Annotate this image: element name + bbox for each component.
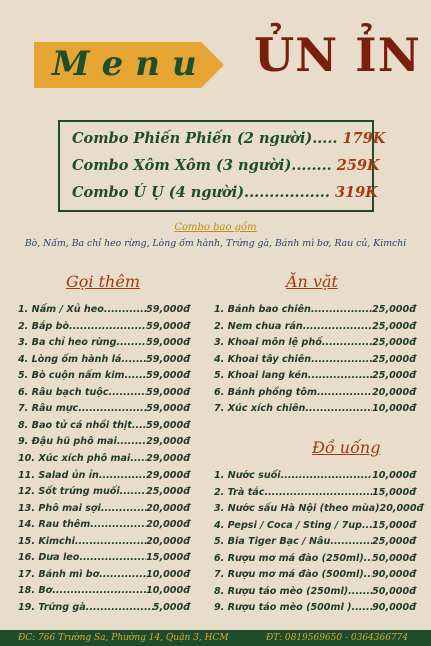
menu-item bbox=[18, 552, 190, 563]
menu-item-leader bbox=[364, 553, 372, 564]
menu-item-price: 5,000đ bbox=[152, 601, 190, 613]
menu-item-price: 20,000đ bbox=[146, 535, 190, 547]
menu-item-price: 25,000đ bbox=[372, 353, 416, 365]
menu-item-price: 50,000đ bbox=[372, 552, 416, 564]
menu-item-price: 25,000đ bbox=[372, 370, 416, 382]
menu-item bbox=[214, 387, 416, 398]
menu-item-price: 25,000đ bbox=[372, 304, 416, 315]
section-title-do-uong: Đồ uống bbox=[312, 438, 381, 457]
menu-item-price: 10,000đ bbox=[146, 568, 190, 580]
combo-item bbox=[72, 184, 378, 201]
menu-item-price: 59,000đ bbox=[146, 353, 190, 365]
menu-item-price: 10,000đ bbox=[146, 585, 190, 597]
menu-item-price: 59,000đ bbox=[146, 304, 190, 315]
menu-item-name: 5. Bia Tiger Bạc / Nâu bbox=[214, 536, 331, 548]
menu-item-leader bbox=[303, 321, 372, 332]
combo-includes-title: Combo bao gồm bbox=[174, 222, 257, 233]
menu-item-leader bbox=[79, 552, 146, 563]
menu-item bbox=[18, 569, 190, 580]
menu-item-leader bbox=[69, 321, 146, 332]
menu-item-leader bbox=[132, 420, 146, 431]
menu-item-price: 25,000đ bbox=[372, 337, 416, 349]
combo-price: 259K bbox=[336, 157, 380, 174]
menu-item-name: 11. Salad ủn ỉn bbox=[18, 469, 99, 481]
menu-item-price: 15,000đ bbox=[146, 552, 190, 564]
menu-item-leader bbox=[116, 337, 146, 348]
menu-item-leader bbox=[311, 354, 372, 365]
menu-item-leader bbox=[78, 403, 146, 414]
menu-item-price: 29,000đ bbox=[146, 436, 190, 448]
menu-item-leader bbox=[99, 470, 146, 481]
menu-item-name: 7. Rượu mơ má đào (500ml) bbox=[214, 569, 364, 581]
menu-item bbox=[18, 387, 190, 398]
menu-item-name: 8. Rượu táo mèo (250ml) bbox=[214, 585, 349, 597]
menu-item-price: 15,000đ bbox=[372, 519, 416, 531]
menu-item-leader bbox=[52, 585, 146, 596]
menu-item-price: 25,000đ bbox=[372, 320, 416, 332]
menu-label: Menu bbox=[52, 44, 209, 84]
menu-item-leader bbox=[308, 370, 372, 381]
menu-item-name: 16. Dưa leo bbox=[18, 552, 80, 564]
menu-item bbox=[214, 586, 416, 597]
menu-item-name: 15. Kimchi bbox=[18, 535, 75, 547]
menu-item bbox=[214, 337, 416, 348]
footer-address: ĐC: 766 Trường Sa, Phường 14, Quận 3, HCM bbox=[18, 633, 229, 643]
menu-item bbox=[214, 470, 416, 481]
menu-item-leader bbox=[317, 387, 372, 398]
combo-price: 179K bbox=[342, 130, 386, 147]
menu-item-name: 3. Nước sấu Hà Nội (theo mùa) bbox=[214, 503, 380, 515]
menu-item-leader bbox=[348, 586, 372, 597]
combo-name: Combo Ú Ụ (4 người)................. bbox=[72, 184, 330, 201]
menu-item-name: 3. Khoai môn lệ phố bbox=[214, 337, 322, 349]
menu-item-price: 10,000đ bbox=[372, 470, 416, 481]
menu-item-leader bbox=[311, 304, 372, 315]
menu-item-price: 20,000đ bbox=[146, 502, 190, 514]
menu-item-leader bbox=[364, 569, 372, 580]
menu-item-name: 4. Khoai tây chiên bbox=[214, 353, 312, 365]
menu-item bbox=[214, 354, 416, 365]
menu-item-name: 2. Nem chua rán bbox=[214, 320, 303, 332]
menu-item bbox=[18, 321, 190, 332]
menu-item-leader bbox=[125, 370, 147, 381]
menu-item bbox=[214, 503, 424, 515]
menu-item-price: 29,000đ bbox=[146, 452, 190, 464]
menu-item bbox=[214, 321, 416, 332]
menu-item-name: 6. Râu bạch tuộc bbox=[18, 386, 109, 398]
section-title-an-vat: Ăn vặt bbox=[286, 272, 338, 291]
menu-item-price: 25,000đ bbox=[372, 536, 416, 548]
menu-item-name: 9. Rượu táo mèo (500ml ) bbox=[214, 602, 352, 614]
menu-item-name: 5. Bò cuộn nấm kim bbox=[18, 370, 125, 382]
menu-item-leader bbox=[362, 520, 372, 531]
menu-item-leader bbox=[75, 536, 146, 547]
menu-item-price: 25,000đ bbox=[146, 486, 190, 498]
combo-price: 319K bbox=[334, 184, 378, 201]
menu-item-name: 8. Bao tử cá nhồi thịt bbox=[18, 419, 132, 431]
menu-item-leader bbox=[90, 519, 146, 530]
menu-item-leader bbox=[104, 304, 146, 315]
menu-item-leader bbox=[351, 602, 372, 613]
menu-item-name: 5. Khoai lang kén bbox=[214, 370, 308, 382]
menu-item-leader bbox=[117, 436, 146, 447]
menu-item-price: 50,000đ bbox=[372, 585, 416, 597]
combo-item bbox=[72, 157, 380, 174]
menu-item-name: 4. Lòng ốm hành lá bbox=[18, 353, 122, 365]
menu-item bbox=[18, 536, 190, 547]
menu-item-leader bbox=[281, 470, 373, 481]
menu-item-name: 3. Ba chỉ heo rừng bbox=[18, 337, 117, 349]
menu-item bbox=[214, 370, 416, 381]
menu-item-name: 7. Xúc xích chiên bbox=[214, 403, 306, 415]
brand-logo-text: ỦN ỈN bbox=[254, 28, 421, 82]
menu-item bbox=[214, 602, 416, 613]
menu-item bbox=[18, 354, 190, 365]
menu-item-name: 1. Bánh bao chiên bbox=[214, 304, 311, 315]
menu-item-leader bbox=[264, 487, 372, 498]
menu-item bbox=[214, 536, 416, 547]
menu-item bbox=[18, 403, 190, 414]
menu-item-leader bbox=[305, 403, 372, 414]
menu-item-name: 13. Phô mai sợi bbox=[18, 502, 101, 514]
menu-item-name: 1. Nước suối bbox=[214, 470, 281, 481]
menu-item-price: 29,000đ bbox=[146, 469, 190, 481]
menu-item-leader bbox=[120, 486, 146, 497]
menu-item-name: 7. Râu mực bbox=[18, 403, 79, 415]
section-title-goi-them: Gọi thêm bbox=[66, 272, 140, 291]
menu-item-price: 59,000đ bbox=[146, 403, 190, 415]
menu-item-price: 10,000đ bbox=[372, 403, 416, 415]
combo-includes-list: Bò, Nấm, Ba chỉ heo rừng, Lòng ốm hành, Trứng gà, Bánh mì bơ, Rau củ, Kimchi bbox=[24, 238, 407, 249]
menu-item bbox=[18, 519, 190, 530]
menu-item bbox=[18, 304, 190, 315]
menu-item-price: 90,000đ bbox=[372, 602, 416, 614]
menu-item-name: 2. Trà tắc bbox=[214, 486, 265, 498]
menu-item bbox=[18, 436, 190, 447]
menu-item-name: 6. Bánh phồng tôm bbox=[214, 386, 317, 398]
menu-item-name: 12. Sốt trứng muối bbox=[18, 486, 120, 498]
menu-item-leader bbox=[121, 354, 146, 365]
menu-item-price: 59,000đ bbox=[146, 419, 190, 431]
menu-item bbox=[18, 337, 190, 348]
menu-item-name: 14. Rau thêm bbox=[18, 519, 91, 531]
combo-item bbox=[72, 130, 385, 147]
menu-item-leader bbox=[322, 337, 372, 348]
menu-item-name: 10. Xúc xích phô mai bbox=[18, 452, 131, 464]
menu-item-price: 20,000đ bbox=[146, 519, 190, 531]
menu-item-price: 59,000đ bbox=[146, 370, 190, 382]
menu-item bbox=[214, 304, 416, 315]
menu-item-leader bbox=[99, 569, 146, 580]
menu-item bbox=[214, 520, 416, 531]
menu-item-leader bbox=[130, 453, 146, 464]
menu-item-price: 15,000đ bbox=[372, 486, 416, 498]
menu-item bbox=[214, 487, 416, 498]
menu-item bbox=[214, 569, 416, 580]
menu-item-leader bbox=[330, 536, 372, 547]
menu-item-leader bbox=[109, 387, 147, 398]
footer-phone: ĐT: 0819569650 - 0364366774 bbox=[266, 633, 409, 643]
menu-item bbox=[18, 585, 190, 596]
menu-item bbox=[18, 370, 190, 381]
combo-name: Combo Xôm Xôm (3 người)........ bbox=[72, 157, 332, 174]
menu-item-price: 90,000đ bbox=[372, 569, 416, 581]
menu-item bbox=[214, 553, 416, 564]
menu-item bbox=[18, 453, 190, 464]
menu-item-leader bbox=[101, 503, 146, 514]
menu-item-price: 20,000đ bbox=[372, 386, 416, 398]
menu-item-name: 18. Bơ bbox=[18, 585, 53, 597]
menu-item-name: 4. Pepsi / Coca / Sting / 7up bbox=[214, 519, 363, 531]
menu-item bbox=[18, 486, 190, 497]
menu-item-leader bbox=[86, 602, 153, 613]
menu-item bbox=[18, 602, 190, 613]
menu-item-price: 59,000đ bbox=[146, 320, 190, 332]
menu-item-price: 59,000đ bbox=[146, 386, 190, 398]
combo-name: Combo Phiến Phiến (2 người)..... bbox=[72, 130, 338, 147]
menu-item-name: 19. Trứng gà bbox=[18, 601, 86, 613]
menu-item bbox=[18, 470, 190, 481]
menu-item-name: 9. Đậu hũ phô mai bbox=[18, 436, 117, 448]
menu-item-price: 20,000đ bbox=[379, 503, 424, 515]
menu-item bbox=[214, 403, 416, 414]
menu-item-name: 17. Bánh mì bơ bbox=[18, 568, 100, 580]
menu-item bbox=[18, 503, 190, 514]
menu-item-name: 1. Nấm / Xủ heo bbox=[18, 304, 104, 315]
menu-item-price: 59,000đ bbox=[146, 337, 190, 349]
menu-item bbox=[18, 420, 190, 431]
menu-item-name: 2. Bắp bò bbox=[18, 320, 70, 332]
menu-item-name: 6. Rượu mơ má đào (250ml) bbox=[214, 552, 364, 564]
